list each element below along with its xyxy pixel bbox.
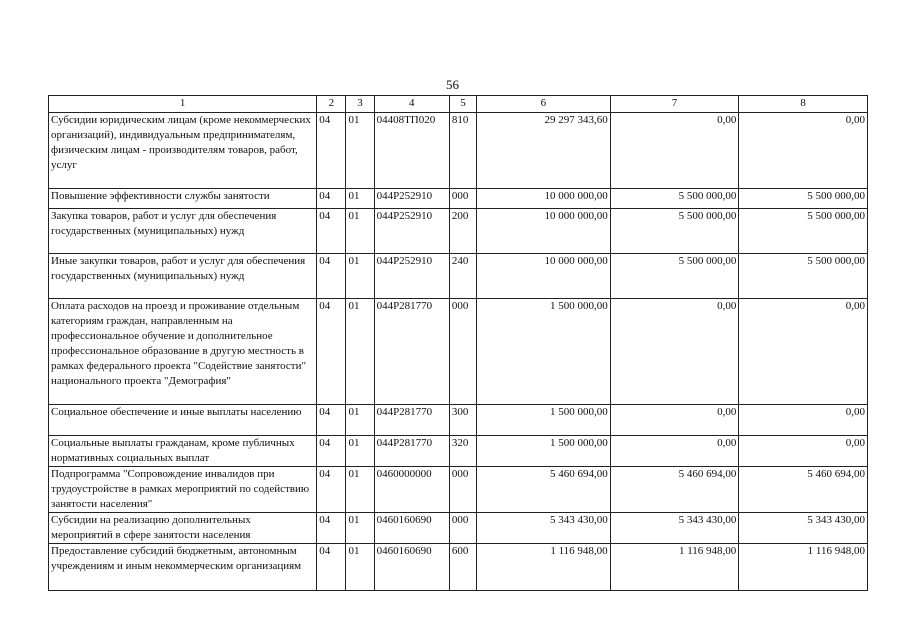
table-row <box>49 512 868 543</box>
row-col3: 01 <box>346 113 374 189</box>
row-col2: 04 <box>317 543 346 590</box>
row-amount-col8: 5 343 430,00 <box>739 512 868 543</box>
row-col2: 04 <box>317 405 346 436</box>
row-name: Социальные выплаты гражданам, кроме публичных нормативных социальных выплат <box>49 436 317 467</box>
col-header: 3 <box>346 96 374 113</box>
row-amount-col6: 10 000 000,00 <box>477 189 611 209</box>
row-amount-col6: 1 500 000,00 <box>477 436 611 467</box>
budget-table <box>48 95 868 591</box>
table-body <box>49 113 868 591</box>
row-col3: 01 <box>346 209 374 254</box>
row-expense-code: 300 <box>449 405 476 436</box>
row-col3: 01 <box>346 405 374 436</box>
table-row <box>49 405 868 436</box>
row-amount-col8: 0,00 <box>739 405 868 436</box>
row-col3: 01 <box>346 189 374 209</box>
row-col2: 04 <box>317 299 346 405</box>
row-amount-col6: 5 460 694,00 <box>477 466 611 512</box>
row-expense-code: 000 <box>449 512 476 543</box>
row-amount-col8: 0,00 <box>739 299 868 405</box>
row-amount-col7: 0,00 <box>610 299 739 405</box>
row-amount-col7: 5 343 430,00 <box>610 512 739 543</box>
row-amount-col7: 0,00 <box>610 436 739 467</box>
row-expense-code: 320 <box>449 436 476 467</box>
row-col2: 04 <box>317 512 346 543</box>
row-name: Повышение эффективности службы занятости <box>49 189 317 209</box>
row-col3: 01 <box>346 512 374 543</box>
row-amount-col6: 10 000 000,00 <box>477 209 611 254</box>
row-expense-code: 000 <box>449 189 476 209</box>
table-row <box>49 113 868 189</box>
row-target-code: 0460160690 <box>374 543 449 590</box>
row-name: Предоставление субсидий бюджетным, автономным учреждениям и иным некоммерческим организациям <box>49 543 317 590</box>
row-amount-col7: 5 500 000,00 <box>610 209 739 254</box>
row-target-code: 04408ТП020 <box>374 113 449 189</box>
page-number: 56 <box>446 77 459 92</box>
row-name: Субсидии на реализацию дополнительных мероприятий в сфере занятости населения <box>49 512 317 543</box>
row-expense-code: 600 <box>449 543 476 590</box>
row-col3: 01 <box>346 254 374 299</box>
row-col2: 04 <box>317 466 346 512</box>
row-amount-col7: 5 500 000,00 <box>610 189 739 209</box>
row-col2: 04 <box>317 113 346 189</box>
col-header: 5 <box>449 96 476 113</box>
row-amount-col7: 1 116 948,00 <box>610 543 739 590</box>
row-target-code: 044P281770 <box>374 436 449 467</box>
row-name: Иные закупки товаров, работ и услуг для обеспечения государственных (муниципальных) нужд <box>49 254 317 299</box>
row-target-code: 0460160690 <box>374 512 449 543</box>
row-target-code: 044P281770 <box>374 405 449 436</box>
row-amount-col7: 0,00 <box>610 113 739 189</box>
col-header: 1 <box>49 96 317 113</box>
row-amount-col6: 1 500 000,00 <box>477 405 611 436</box>
row-amount-col8: 5 500 000,00 <box>739 189 868 209</box>
col-header: 6 <box>477 96 611 113</box>
row-col3: 01 <box>346 543 374 590</box>
row-amount-col6: 29 297 343,60 <box>477 113 611 189</box>
row-name: Субсидии юридическим лицам (кроме некоммерческих организаций), индивидуальным предпринимателям, физическим лицам - производителям товаров, работ, услуг <box>49 113 317 189</box>
table-row <box>49 299 868 405</box>
row-amount-col8: 5 500 000,00 <box>739 254 868 299</box>
row-col3: 01 <box>346 466 374 512</box>
row-target-code: 044P252910 <box>374 254 449 299</box>
row-amount-col8: 0,00 <box>739 113 868 189</box>
row-amount-col6: 1 116 948,00 <box>477 543 611 590</box>
row-target-code: 0460000000 <box>374 466 449 512</box>
row-target-code: 044P252910 <box>374 209 449 254</box>
table-row <box>49 436 868 467</box>
row-col2: 04 <box>317 189 346 209</box>
row-col3: 01 <box>346 436 374 467</box>
row-name: Оплата расходов на проезд и проживание отдельным категориям граждан, направленным на профессиональное обучение и дополнительное профессиональное образование в другую местность в рамках федерального проекта "Содействие занятости" национального проекта "Демография" <box>49 299 317 405</box>
table-row <box>49 189 868 209</box>
table-row <box>49 543 868 590</box>
row-amount-col7: 5 500 000,00 <box>610 254 739 299</box>
row-amount-col8: 5 460 694,00 <box>739 466 868 512</box>
row-expense-code: 200 <box>449 209 476 254</box>
row-name: Закупка товаров, работ и услуг для обеспечения государственных (муниципальных) нужд <box>49 209 317 254</box>
row-target-code: 044P252910 <box>374 189 449 209</box>
col-header: 7 <box>610 96 739 113</box>
row-amount-col8: 1 116 948,00 <box>739 543 868 590</box>
row-expense-code: 000 <box>449 299 476 405</box>
row-col2: 04 <box>317 436 346 467</box>
row-col2: 04 <box>317 209 346 254</box>
table-row <box>49 209 868 254</box>
row-amount-col7: 0,00 <box>610 405 739 436</box>
row-amount-col7: 5 460 694,00 <box>610 466 739 512</box>
row-amount-col6: 5 343 430,00 <box>477 512 611 543</box>
col-header: 2 <box>317 96 346 113</box>
row-name: Социальное обеспечение и иные выплаты населению <box>49 405 317 436</box>
row-amount-col8: 5 500 000,00 <box>739 209 868 254</box>
row-amount-col8: 0,00 <box>739 436 868 467</box>
row-amount-col6: 10 000 000,00 <box>477 254 611 299</box>
row-amount-col6: 1 500 000,00 <box>477 299 611 405</box>
row-expense-code: 000 <box>449 466 476 512</box>
table-row <box>49 254 868 299</box>
row-col3: 01 <box>346 299 374 405</box>
row-name: Подпрограмма "Сопровождение инвалидов при трудоустройстве в рамках мероприятий по содействию занятости населения" <box>49 466 317 512</box>
table-row <box>49 466 868 512</box>
row-expense-code: 240 <box>449 254 476 299</box>
col-header: 8 <box>739 96 868 113</box>
row-expense-code: 810 <box>449 113 476 189</box>
row-col2: 04 <box>317 254 346 299</box>
header-row <box>49 96 868 113</box>
row-target-code: 044P281770 <box>374 299 449 405</box>
col-header: 4 <box>374 96 449 113</box>
